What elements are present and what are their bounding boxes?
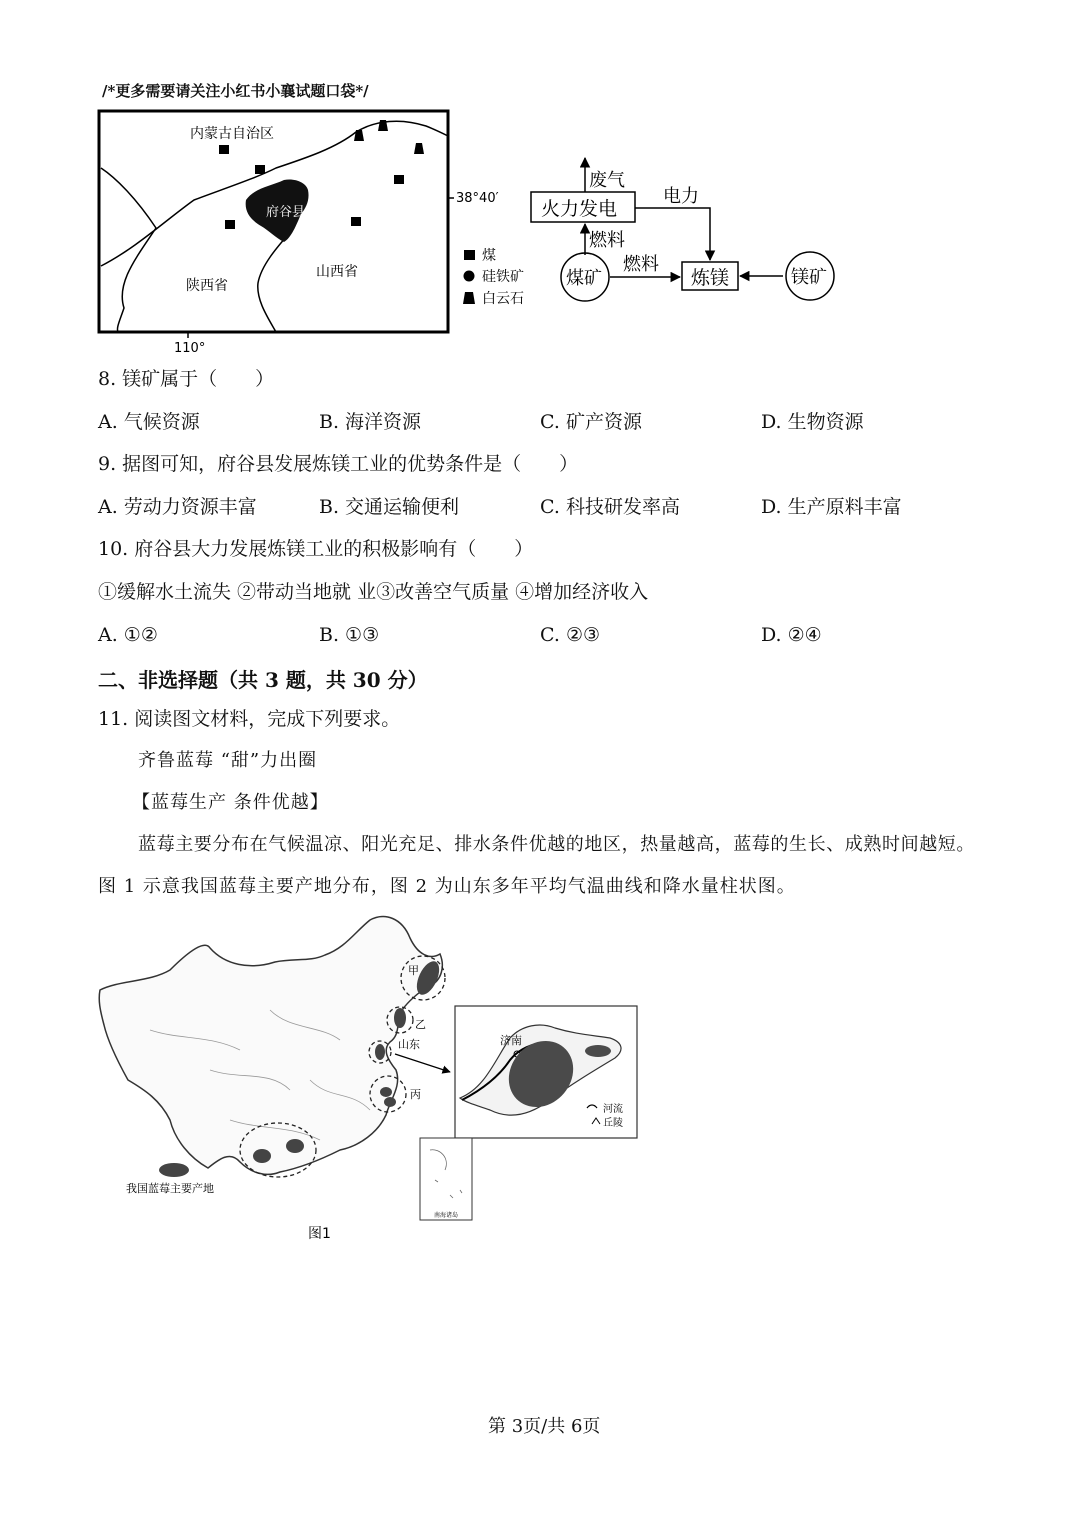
coal-marker bbox=[219, 145, 229, 154]
legend-hill: 丘陵 bbox=[603, 1118, 623, 1129]
q10-option-a[interactable]: A. ①② bbox=[98, 624, 158, 646]
q8-option-c[interactable]: C. 矿产资源 bbox=[540, 411, 642, 433]
page-footer: 第 3页/共 6页 bbox=[488, 1416, 601, 1437]
q9-option-d[interactable]: D. 生产原料丰富 bbox=[761, 496, 902, 518]
inner-mongolia-label: 内蒙古自治区 bbox=[190, 126, 274, 142]
q9-option-a[interactable]: A. 劳动力资源丰富 bbox=[98, 496, 257, 518]
yi-label: 乙 bbox=[415, 1018, 426, 1031]
jia-label: 甲 bbox=[408, 964, 419, 977]
smelting-label: 炼镁 bbox=[691, 267, 730, 289]
region-yi-blob bbox=[394, 1008, 406, 1028]
china-blueberry-map bbox=[90, 910, 650, 1250]
shandong-label: 山东 bbox=[398, 1038, 420, 1051]
border-line-south bbox=[258, 228, 294, 332]
fuel-label-1: 燃料 bbox=[589, 230, 625, 251]
q10-stem: 10. 府谷县大力发展炼镁工业的积极影响有（ ） bbox=[98, 538, 534, 560]
legend-coal: 煤 bbox=[482, 248, 496, 264]
region-bing-blob-b bbox=[384, 1097, 396, 1107]
q10-items: ①缓解水土流失 ②带动当地就 业③改善空气质量 ④增加经济收入 bbox=[98, 581, 649, 603]
q8-option-a[interactable]: A. 气候资源 bbox=[98, 411, 200, 433]
q11-title: 齐鲁蓝莓 “甜”力出圈 bbox=[138, 750, 318, 771]
inset-label: 南海诸岛 bbox=[434, 1212, 459, 1219]
q11-paragraph-2: 图 1 示意我国蓝莓主要产地分布，图 2 为山东多年平均气温曲线和降水量柱状图。 bbox=[98, 876, 796, 897]
coal-marker bbox=[225, 220, 235, 229]
q8-stem: 8. 镁矿属于（ ） bbox=[98, 368, 275, 390]
legend-ferrosilicon: 硅铁矿 bbox=[482, 269, 524, 285]
electricity-arrow bbox=[635, 208, 710, 260]
lon-label: 110° bbox=[174, 341, 206, 356]
q11-paragraph-1: 蓝莓主要分布在气候温凉、阳光充足、排水条件优越的地区，热量越高，蓝莓的生长、成熟时间越短。 bbox=[138, 834, 975, 855]
coal-mine-label: 煤矿 bbox=[566, 268, 602, 289]
q10-option-b[interactable]: B. ①③ bbox=[319, 624, 380, 646]
region-southwest-blob-a bbox=[253, 1149, 271, 1163]
region-southwest-blob-b bbox=[286, 1139, 304, 1153]
legend-dolomite-icon bbox=[463, 292, 475, 304]
dolomite-marker bbox=[414, 143, 424, 154]
south-sea-inset bbox=[420, 1138, 472, 1220]
legend-blob-icon bbox=[159, 1163, 189, 1177]
q11-subtitle: 【蓝莓生产 条件优越】 bbox=[132, 792, 329, 813]
q8-option-b[interactable]: B. 海洋资源 bbox=[319, 411, 422, 433]
region-bing-blob-a bbox=[380, 1087, 392, 1097]
bing-label: 丙 bbox=[410, 1088, 421, 1101]
legend-dolomite: 白云石 bbox=[482, 291, 524, 307]
china-outline bbox=[99, 917, 442, 1175]
fugu-location-map bbox=[96, 108, 499, 358]
header-note: /*更多需要请关注小红书小襄试题口袋*/ bbox=[102, 82, 369, 100]
section-2-title: 二、非选择题（共 3 题，共 30 分） bbox=[98, 668, 428, 692]
shandong-pointer bbox=[395, 1054, 450, 1072]
magnesium-flow-diagram bbox=[525, 150, 845, 310]
q11-stem: 11. 阅读图文材料，完成下列要求。 bbox=[98, 708, 401, 730]
jinan-label: 济南 bbox=[500, 1034, 522, 1047]
coal-marker bbox=[255, 165, 265, 174]
shaanxi-label: 陕西省 bbox=[186, 278, 228, 294]
power-plant-label: 火力发电 bbox=[541, 198, 618, 220]
east-blob bbox=[585, 1045, 611, 1057]
q9-option-b[interactable]: B. 交通运输便利 bbox=[319, 496, 460, 518]
shanxi-label: 山西省 bbox=[316, 264, 358, 280]
legend-ferrosilicon-icon bbox=[464, 271, 475, 282]
figure-1-caption: 图1 bbox=[308, 1226, 331, 1242]
coal-marker bbox=[394, 175, 404, 184]
q9-stem: 9. 据图可知，府谷县发展炼镁工业的优势条件是（ ） bbox=[98, 453, 579, 475]
q10-option-c[interactable]: C. ②③ bbox=[540, 624, 601, 646]
electricity-label: 电力 bbox=[663, 186, 699, 207]
legend-coal-icon bbox=[464, 250, 475, 260]
legend-river: 河流 bbox=[603, 1104, 623, 1115]
q8-option-d[interactable]: D. 生物资源 bbox=[761, 411, 864, 433]
mg-mine-label: 镁矿 bbox=[791, 267, 827, 288]
fuel-label-2: 燃料 bbox=[623, 254, 659, 275]
fugu-label: 府谷县 bbox=[266, 205, 306, 220]
waste-gas-label: 废气 bbox=[589, 170, 625, 191]
q9-option-c[interactable]: C. 科技研发率高 bbox=[540, 496, 680, 518]
coal-marker bbox=[351, 217, 361, 226]
q10-option-d[interactable]: D. ②④ bbox=[761, 624, 822, 646]
legend-blueberry: 我国蓝莓主要产地 bbox=[126, 1182, 214, 1195]
region-shandong-blob bbox=[375, 1044, 385, 1060]
lat-label: 38°40′ bbox=[456, 191, 499, 206]
